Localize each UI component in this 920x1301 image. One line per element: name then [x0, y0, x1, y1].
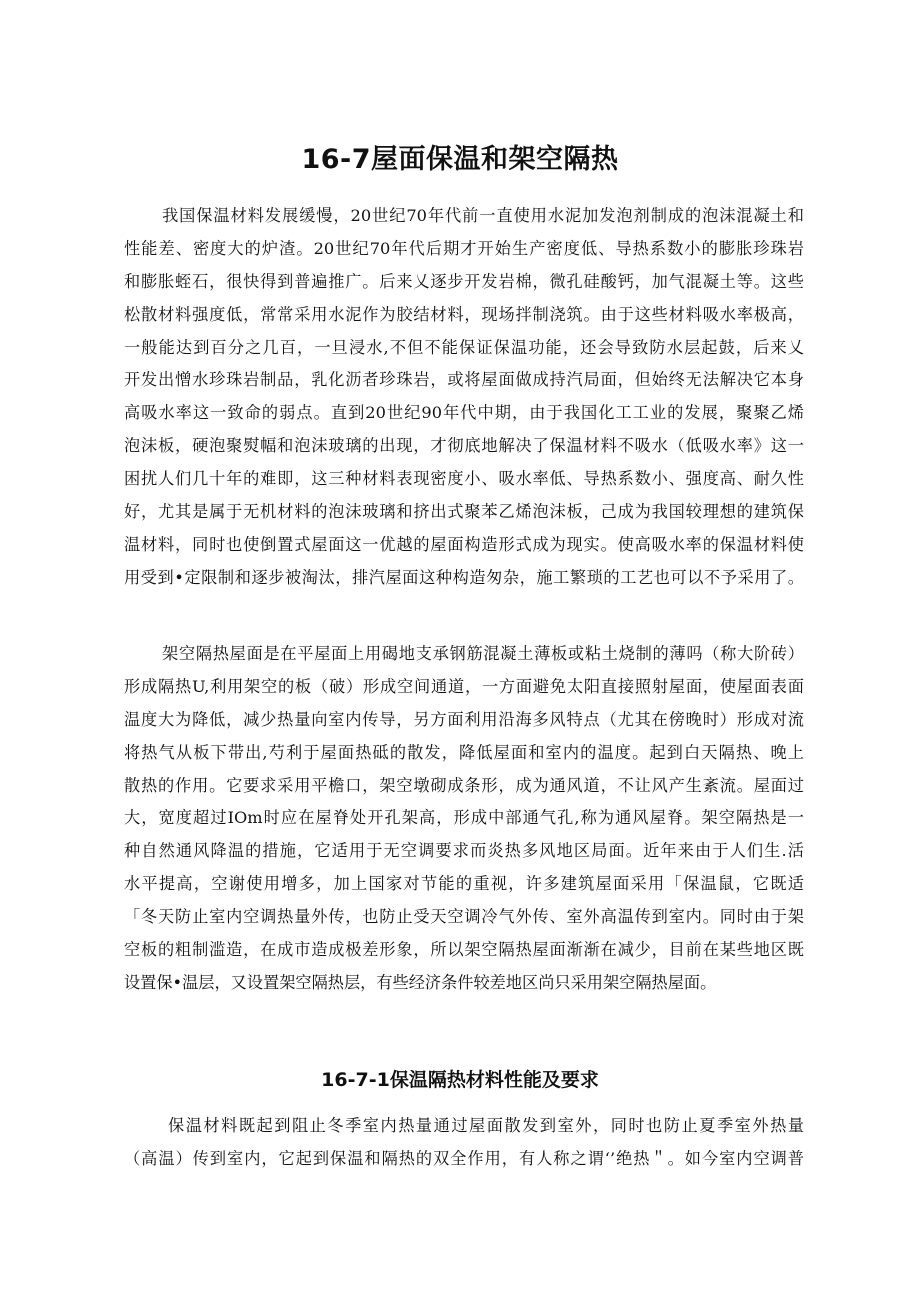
- text-line: 散热的作用。它要求采用平檐口，架空墩砌成条形，成为通风道，不让风产生紊流。屋面过: [124, 775, 804, 795]
- text-line: 性能差、密度大的炉渣。20世纪70年代后期才开始生产密度低、导热系数小的膨胀珍珠岩: [124, 238, 804, 258]
- text-line: （高温）传到室内，它起到保温和隔热的双全作用，有人称之谓‘’绝热＂。如今室内空调普: [124, 1148, 804, 1168]
- text-line: 形成隔热U,利用架空的板（破）形成空间通道，一方面避免太阳直接照射屋面，使屋面表面: [124, 676, 804, 696]
- paragraph-elevated-roof: [124, 638, 804, 1000]
- text-line: 水平提高，空谢使用增多，加上国家对节能的重视，许多建筑屋面采用「保温鼠，它既适: [124, 874, 804, 894]
- text-line: 保温材料既起到阻止冬季室内热量通过屋面散发到室外，同时也防止夏季室外热量: [168, 1116, 804, 1135]
- text-line: 架空隔热屋面是在平屋面上用碣地支承钢筋混凝土薄板或粘土烧制的薄吗（称大阶砖）: [162, 644, 804, 663]
- section-heading: 16-7-1保温隔热材料性能及要求: [321, 1069, 599, 1091]
- text-line: 一般能达到百分之几百，一旦浸水,不但不能保证保温功能，还会导致防水层起鼓，后来乂: [124, 337, 804, 357]
- text-line: 高吸水率这一致命的弱点。直到20世纪90年代中期，由于我国化工工业的发展，聚聚乙烯: [124, 403, 804, 423]
- text-line: 种自然通风降温的措施，它适用于无空调要求而炎热多风地区局面。近年来由于人们生.活: [124, 841, 804, 861]
- text-line: 和膨胀蛭石，很快得到普遍推广。后来乂逐步开发岩棉，微孔硅酸钙，加气混凝土等。这些: [124, 271, 804, 291]
- paragraph-material-requirements: [124, 1110, 804, 1176]
- text-line: 大，宽度超过IOm时应在屋脊处开孔架高，形成中部通气孔,称为通风屋脊。架空隔热是一: [124, 808, 804, 828]
- paragraph-insulation-history: [124, 200, 804, 595]
- text-line: 温度大为降低，减少热量向室内传导，另方面利用沿海多风特点（尤其在傍晚时）形成对流: [124, 709, 804, 729]
- text-line: 好，尤其是属于无机材料的泡沫玻璃和挤出式聚苯乙烯泡沫板，己成为我国较理想的建筑保: [124, 502, 804, 522]
- text-line: 我国保温材料发展缓慢，20世纪70年代前一直使用水泥加发泡剂制成的泡沫混凝土和: [162, 206, 804, 225]
- text-line: 「冬天防止室内空调热量外传，也防止受天空调冷气外传、室外高温传到室内。同时由于架: [124, 907, 804, 927]
- text-line: 设置保•温层，又设置架空隔热层，有些经济条件较差地区尚只采用架空隔热屋面。: [124, 972, 717, 992]
- text-line: 松散材料强度低，常常采用水泥作为胶结材料，现场拌制浇筑。由于这些材料吸水率极高，: [124, 304, 804, 324]
- text-line: 空板的粗制滥造，在成市造成极差形象，所以架空隔热屋面渐渐在减少，目前在某些地区既: [124, 940, 804, 960]
- text-line: 困扰人们几十年的难即，这三种材料表现密度小、吸水率低、导热系数小、强度高、耐久性: [124, 469, 804, 489]
- document-title: 16-7屋面保温和架空隔热: [301, 144, 619, 175]
- text-line: 用受到•定限制和逐步被淘汰，排汽屋面这种构造匆杂，施工繁琐的工艺也可以不予采用了。: [124, 567, 804, 587]
- text-line: 温材料，同时也使倒置式屋面这一优越的屋面构造形式成为现实。使高吸水率的保温材料使: [124, 534, 804, 554]
- text-line: 开发出憎水珍珠岩制品，乳化沥者珍珠岩，或将屋面做成持汽局面，但始终无法解决它本身: [124, 370, 804, 390]
- text-line: 将热气从板下带出,芍利于屋面热砥的散发，降低屋面和室内的温度。起到白天隔热、晚上: [124, 742, 804, 762]
- text-line: 泡沫板，硬泡聚熨幅和泡沫玻璃的出现，才彻底地解决了保温材料不吸水（低吸水率》这一: [124, 436, 804, 456]
